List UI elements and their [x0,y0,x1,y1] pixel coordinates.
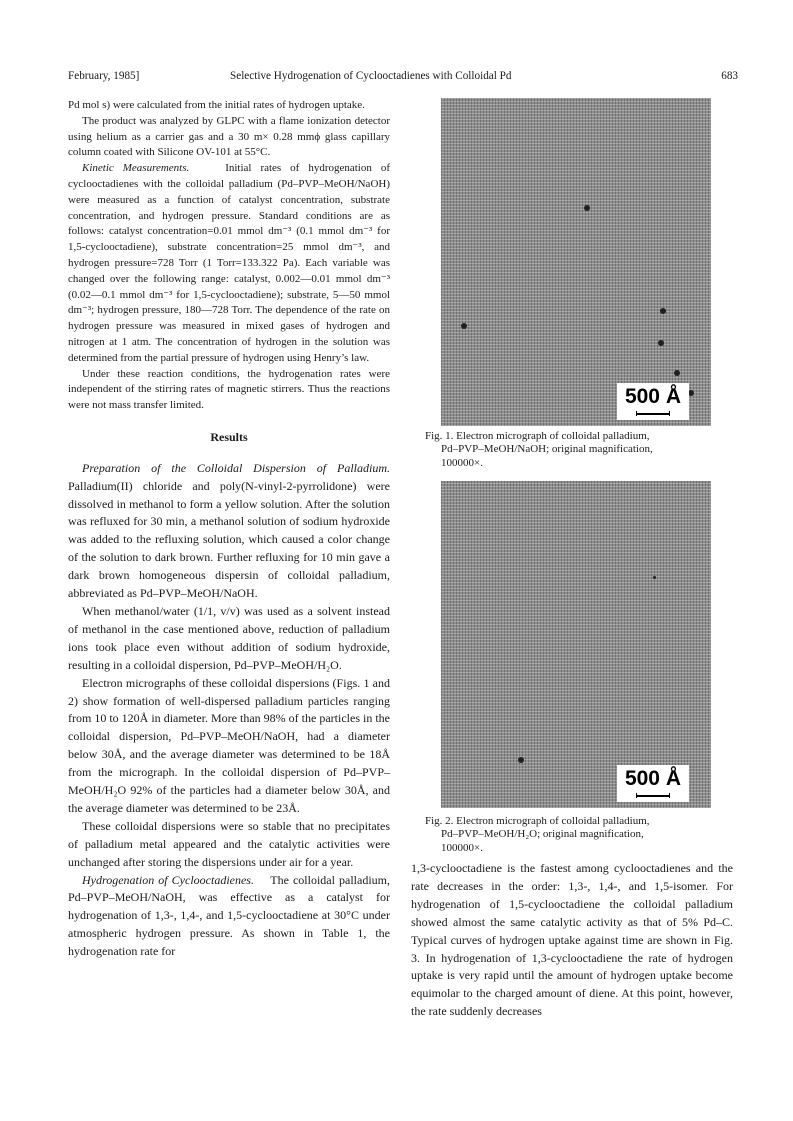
paragraph-order: 1,3-cyclooctadiene is the fastest among cyclooctadienes and the rate decreases in the order: 1,3-, 1,4-, and 1,5-isomer. For hydrogenation of 1,5-cyclooctadiene the colloidal palladium showed almost the same catalytic activity as that of 5% Pd–C. Typical curves of hydrogen uptake against time are shown in Fig. 3. In hydrogenation of 1,3-cyclooctadiene the rate of hydrogen uptake is very rapid until the amount of hydrogen uptake become equimolar to the charged amount of diene. At this point, however, the rate suddenly decreases [411,861,733,1019]
right-column-text [411,860,733,1021]
caption-line: Pd–PVP–MeOH/H₂O; original magnification, [441,828,644,841]
scale-bar-line [636,793,670,798]
kinetic-text: Initial rates of hydrogenation of cyclooctadienes with the colloidal palladium (Pd–PVP–MeOH/NaOH) were measured as a function of catalyst concentration, substrate concentration, and hydrogen pressure. Standard conditions are as follows: catalyst concentration=0.01 mmol dm⁻³ (0.1 mmol dm⁻³ for 1,5-cyclooctadiene), substrate concentration=25 mmol dm⁻³, and hydrogen pressure=728 Torr (1 Torr=133.322 Pa). Each variable was changed over the following range: catalyst, 0.002—0.01 mmol dm⁻³ (0.02—0.1 mmol dm⁻³ for 1,5-cyclooctadiene); substrate, 5—50 mmol dm⁻³; hydrogen pressure, 180—728 Torr. The dependence of the rate on hydrogen pressure was measured in mixed gases of hydrogen and nitrogen at 1 atm. The concentration of hydrogen in the solution was determined from the partial pressure of hydrogen using Henry’s law. [68,162,391,364]
micrograph-image-2 [441,481,711,808]
section-heading-results: Results [210,429,248,444]
particle [658,340,664,346]
runhead-hydrogenation: Hydrogenation of Cyclooctadienes. [82,872,254,887]
paragraph-stability: These colloidal dispersions were so stable that no precipitates of palladium metal appeared and the catalytic activities were unchanged after storing the dispersions under air for a year. [68,818,390,869]
paragraph-glpc: The product was analyzed by GLPC with a flame ionization detector using helium as a carrier gas and a 30 m× 0.28 mmϕ glass capillary column coated with Silicone OV-101 at 55°C. [68,114,390,159]
paragraph-hydrogenation [68,872,390,962]
runhead-kinetic: Kinetic Measurements. [82,162,190,175]
micrograph-image-1 [441,98,711,426]
header-date: February, 1985] [68,70,140,82]
running-header [68,70,738,86]
hydrogenation-text: The colloidal palladium, Pd–PVP–MeOH/NaOH, was effective as a catalyst for hydrogenation of 1,3-, 1,4-, and 1,5-cyclooctadiene at 30°C under atmospheric hydrogen pressure. As shown in Table 1, the hydrogenation rate for [68,872,390,959]
paragraph-preparation [68,460,390,603]
caption-line: Fig. 2. Electron micrograph of colloidal palladium, [425,815,650,827]
figure-2-micrograph [441,481,711,808]
results-body [68,460,390,961]
left-column [68,98,390,961]
caption-line: Fig. 1. Electron micrograph of colloidal palladium, [425,430,650,442]
page-number: 683 [721,70,738,82]
particle [653,576,656,579]
figure-2-caption [425,815,730,855]
scale-bar-1 [617,383,689,420]
caption-line: 100000×. [441,841,483,854]
particle [518,757,524,763]
preparation-text: Palladium(II) chloride and poly(N-vinyl-2-pyrrolidone) were dissolved in methanol to form a yellow solution. After the solution was refluxed for 30 min, a methanol solution of sodium hydroxide was added to the refluxing solution, which caused a color change of the solution to dark brown. Further refluxing for 10 min gave a dark brown homogeneous dispersin of colloidal palladium, abbreviated as Pd–PVP–MeOH/NaOH. [68,478,390,601]
caption-line: Pd–PVP–MeOH/NaOH; original magnification, [441,443,653,456]
particle [660,308,666,314]
paragraph-micrographs: Electron micrographs of these colloidal dispersions (Figs. 1 and 2) show formation of well-dispersed palladium particles ranging from 10 to 120Å in diameter. More than 98% of the particles in the colloidal dispersion, Pd–PVP–MeOH/NaOH, had a diameter below 30Å, and the average diameter was determined to be 18Å from the micrograph. In the colloidal dispersion of Pd–PVP–MeOH/H₂O 92% of the particles had a diameter below 30Å, and the average diameter was determined to be 23Å. [68,675,390,815]
particle [584,205,590,211]
particle [674,370,680,376]
header-title: Selective Hydrogenation of Cyclooctadienes with Colloidal Pd [230,70,512,82]
scale-bar-line [636,411,670,416]
scale-label: 500 Å [624,385,681,408]
runhead-preparation: Preparation of the Colloidal Dispersion of Palladium. [82,460,390,475]
figure-1-micrograph [441,98,711,426]
caption-line: 100000×. [441,456,483,469]
paragraph-conditions: Under these reaction conditions, the hydrogenation rates were independent of the stirring rates of magnetic stirrers. Thus the reactions were not mass transfer limited. [68,367,390,412]
paragraph-methanol-water: When methanol/water (1/1, v/v) was used as a solvent instead of methanol in the case mentioned above, reduction of palladium ions took place even without addition of sodium hydroxide, resulting in a colloidal dispersion, Pd–PVP–MeOH/H₂O. [68,603,390,672]
scale-bar-2 [617,765,689,802]
scale-label: 500 Å [624,767,681,790]
figure-1-caption [425,430,730,470]
paragraph-rates: Pd mol s) were calculated from the initial rates of hydrogen uptake. [68,99,365,111]
paragraph-kinetic [68,161,390,366]
particle [461,323,467,329]
